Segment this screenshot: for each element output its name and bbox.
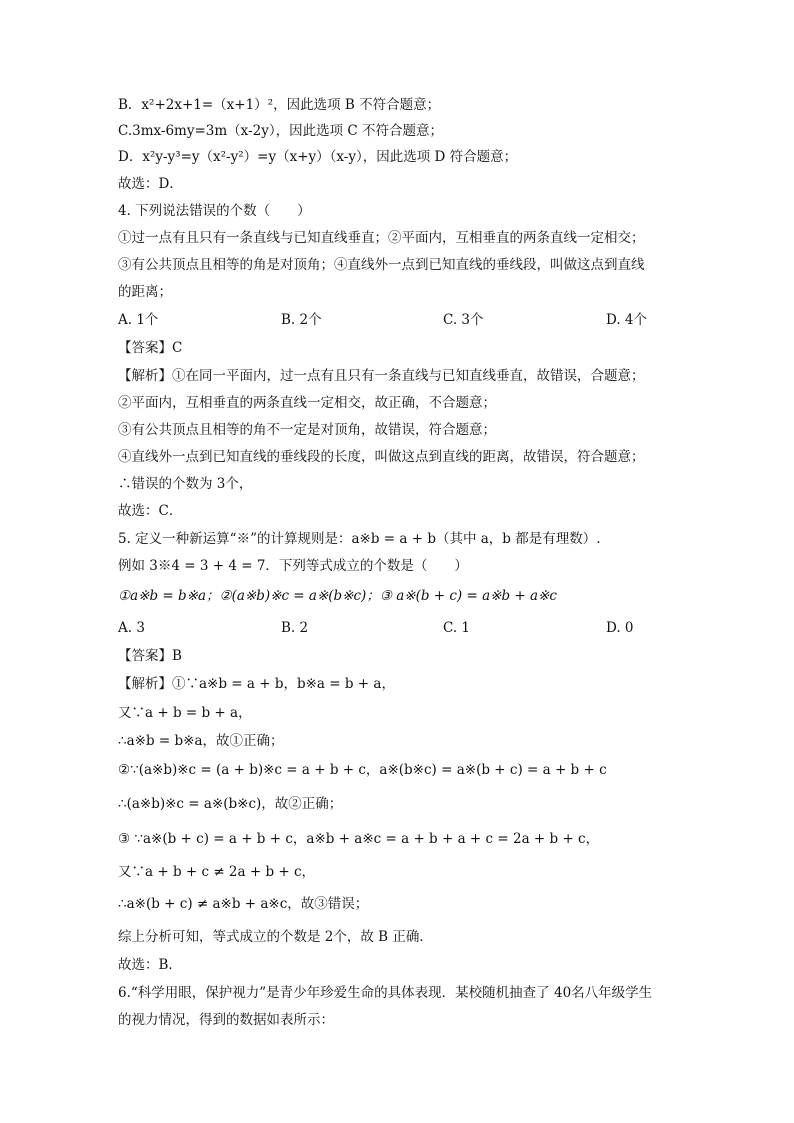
q5-answer: 【答案】B (118, 648, 182, 664)
q4-option-b: B. 2个 (281, 312, 322, 328)
line-option-b-explanation: B．x²+2x+1=（x+1）²，因此选项 B 不符合题意； (118, 97, 441, 113)
q4-analysis-4: ④直线外一点到已知直线的垂线段的长度，叫做这点到直线的距离，故错误，符合题意； (118, 449, 645, 465)
question-5-stem: 5. 定义一种新运算“※”的计算规则是：a※b = a + b（其中 a，b 都是有理数）. (118, 531, 601, 547)
question-4-statement-3: 的距离； (118, 284, 172, 300)
question-6-stem-2: 的视力情况，得到的数据如表所示： (118, 1012, 334, 1028)
q4-option-d: D. 4个 (606, 312, 648, 328)
q5-option-d: D. 0 (606, 620, 634, 636)
q4-analysis-3: ③有公共顶点且相等的角不一定是对顶角，故错误，符合题意； (118, 422, 496, 438)
q4-analysis-2: ②平面内，互相垂直的两条直线一定相交，故正确，不合题意； (118, 395, 496, 411)
line-choose-b: 故选：B． (118, 957, 182, 973)
q5-option-b: B. 2 (281, 620, 309, 636)
q5-analysis-1: 【解析】①∵a※b = a + b，b※a = b + a， (118, 676, 395, 692)
q5-summary: 综上分析可知，等式成立的个数是 2个，故 B 正确． (118, 929, 433, 945)
line-choose-d: 故选：D． (118, 176, 183, 192)
q5-analysis-8: ∴a※(b + c) ≠ a※b + a※c，故③错误； (118, 896, 369, 912)
question-5-example: 例如 3※4 = 3 + 4 = 7．下列等式成立的个数是（ ） (118, 558, 468, 574)
q5-analysis-6: ③ ∵a※(b + c) = a + b + c，a※b + a※c = a + b + a + c = 2a + b + c， (118, 831, 600, 847)
q4-option-c: C. 3个 (443, 312, 484, 328)
q5-option-c: C. 1 (443, 620, 471, 636)
q4-option-a: A. 1个 (118, 312, 159, 328)
q4-analysis-count: ∴错误的个数为 3个， (118, 476, 253, 492)
question-4-statement-1: ①过一点有且只有一条直线与已知直线垂直；②平面内，互相垂直的两条直线一定相交； (118, 230, 645, 246)
q5-analysis-3: ∴a※b = b※a，故①正确； (118, 733, 284, 749)
question-5-statements: ①a※b = b※a；②(a※b)※c = a※(b※c)；③ a※(b + c) = a※b + a※c (118, 588, 557, 604)
q5-analysis-4: ②∵(a※b)※c = (a + b)※c = a + b + c，a※(b※c) = a※(b + c) = a + b + c (118, 762, 607, 778)
q5-analysis-7: 又∵a + b + c ≠ 2a + b + c， (118, 864, 316, 880)
q5-option-a: A. 3 (118, 620, 145, 636)
question-4-statement-2: ③有公共顶点且相等的角是对顶角；④直线外一点到已知直线的垂线段，叫做这点到直线 (118, 257, 645, 273)
question-6-stem-1: 6.“科学用眼，保护视力”是青少年珍爱生命的具体表现．某校随机抽查了 40名八年级学生 (118, 985, 653, 1001)
q5-analysis-2: 又∵a + b = b + a， (118, 705, 252, 721)
question-4-stem: 4. 下列说法错误的个数（ ） (118, 203, 311, 219)
q4-analysis-1: 【解析】①在同一平面内，过一点有且只有一条直线与已知直线垂直，故错误，合题意； (118, 368, 645, 384)
q5-analysis-5: ∴(a※b)※c = a※(b※c)，故②正确； (118, 796, 343, 812)
line-option-c-explanation: C.3mx-6my=3m（x-2y），因此选项 C 不符合题意； (118, 123, 444, 139)
line-choose-c: 故选：C． (118, 503, 183, 519)
line-option-d-explanation: D．x²y-y³=y（x²-y²）=y（x+y）（x-y），因此选项 D 符合题意； (118, 149, 518, 165)
q4-answer: 【答案】C (118, 340, 183, 356)
